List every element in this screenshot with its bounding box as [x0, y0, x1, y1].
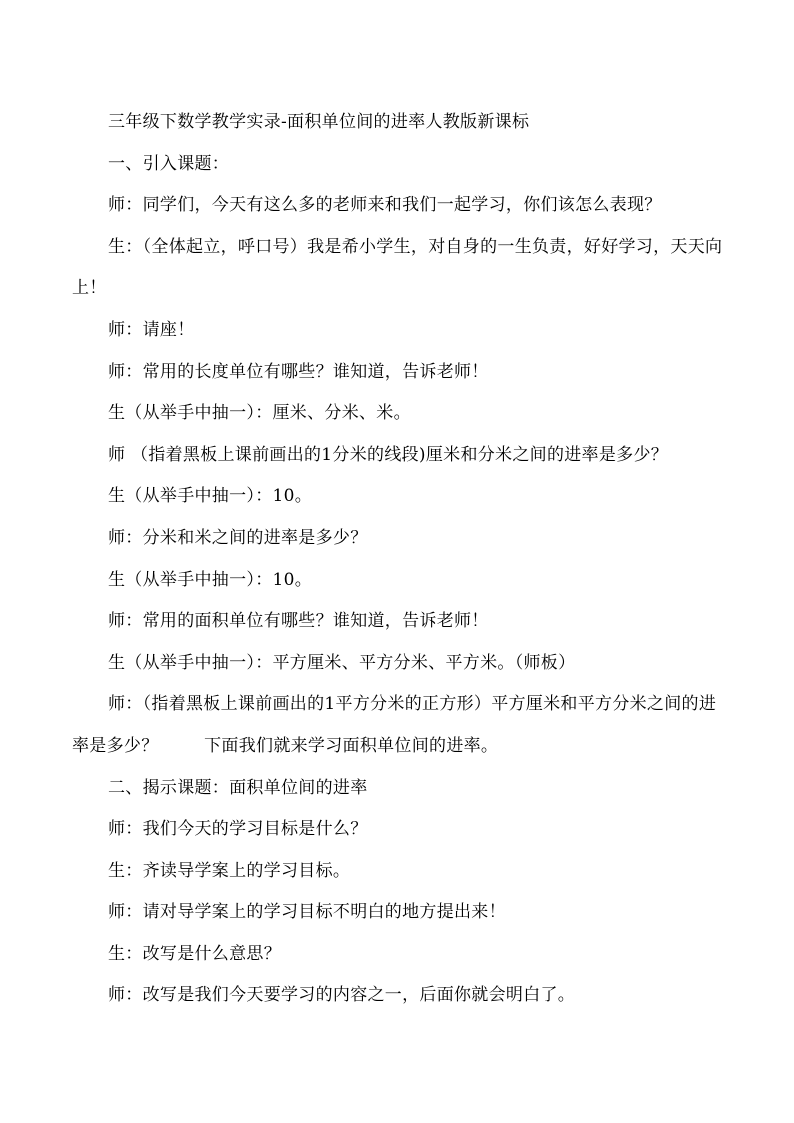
dialogue-line: 生（从举手中抽一）：厘米、分米、米。 — [108, 403, 411, 424]
dialogue-line: 生：改写是什么意思？ — [108, 943, 281, 964]
section-heading-topic: 二、揭示课题：面积单位间的进率 — [108, 777, 368, 798]
dialogue-line: 师 （指着黑板上课前画出的1分米的线段)厘米和分米之间的进率是多少？ — [108, 444, 669, 465]
dialogue-line: 师：常用的长度单位有哪些？谁知道，告诉老师！ — [108, 361, 489, 382]
dialogue-line: 师：同学们，今天有这么多的老师来和我们一起学习，你们该怎么表现？ — [108, 195, 662, 216]
dialogue-line: 师：请座！ — [108, 319, 195, 340]
document-title: 三年级下数学教学实录-面积单位间的进率人教版新课标 — [108, 112, 530, 132]
document-body — [72, 102, 726, 1017]
dialogue-line: 生：齐读导学案上的学习目标。 — [108, 860, 351, 881]
dialogue-line: 师：我们今天的学习目标是什么？ — [108, 819, 368, 840]
dialogue-line: 师：常用的面积单位有哪些？谁知道，告诉老师！ — [108, 611, 489, 632]
dialogue-line: 师：分米和米之间的进率是多少？ — [108, 527, 368, 548]
dialogue-line: 生：（全体起立，呼口号）我是希小学生，对自身的一生负责，好好学习，天天向上！ — [72, 236, 723, 299]
dialogue-line: 生（从举手中抽一）：10。 — [108, 486, 313, 507]
dialogue-line: 生（从举手中抽一）：10。 — [108, 569, 313, 590]
dialogue-line: 生（从举手中抽一）：平方厘米、平方分米、平方米。（师板） — [108, 652, 576, 673]
dialogue-line: 师：改写是我们今天要学习的内容之一，后面你就会明白了。 — [108, 985, 576, 1006]
section-heading-introduction: 一、引入课题： — [108, 153, 230, 174]
dialogue-line: 师：（指着黑板上课前画出的1平方分米的正方形）平方厘米和平方分米之间的进率是多少？ 下面我们就来学习面积单位间的进率。 — [72, 694, 717, 756]
dialogue-line: 师：请对导学案上的学习目标不明白的地方提出来！ — [108, 902, 506, 923]
